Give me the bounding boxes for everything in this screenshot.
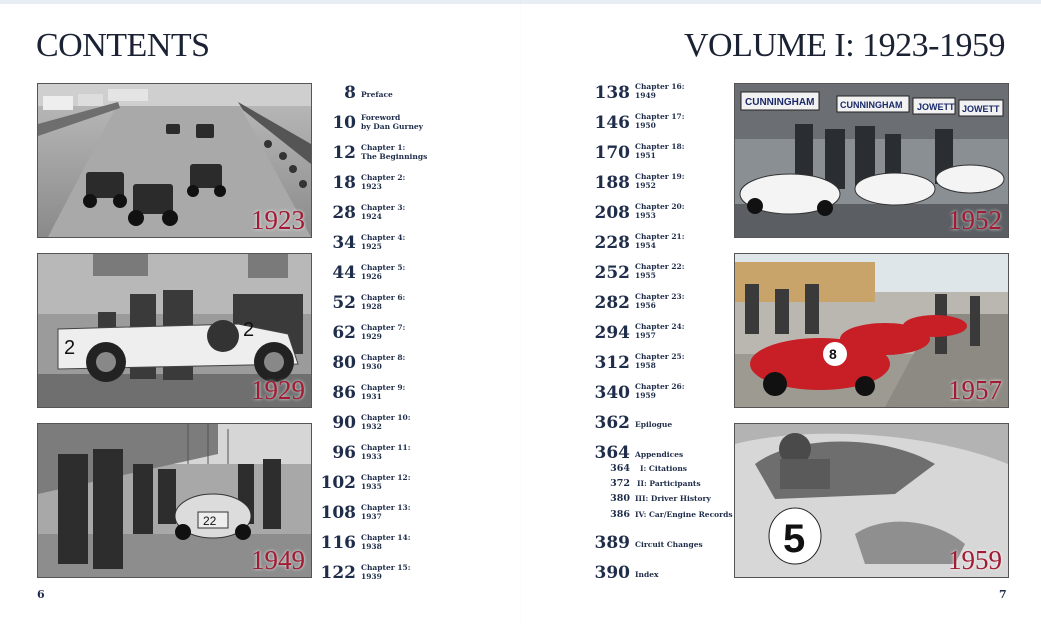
toc-page-number: 208 bbox=[594, 203, 630, 223]
toc-label: Chapter 1: The Beginnings bbox=[361, 143, 428, 161]
book-gutter bbox=[520, 0, 521, 624]
toc-label: Chapter 16: 1949 bbox=[635, 82, 685, 100]
toc-entry-chapter-20[interactable] bbox=[570, 202, 730, 224]
toc-entry-chapter-26[interactable] bbox=[570, 382, 730, 404]
toc-label: Foreword by Dan Gurney bbox=[361, 113, 424, 131]
toc-page-number: 90 bbox=[332, 413, 356, 433]
car-number-text: 2 bbox=[64, 337, 76, 359]
photo-year-caption: 1923 bbox=[251, 205, 305, 235]
toc-entry-preface[interactable] bbox=[300, 82, 460, 104]
photo-year-caption: 1949 bbox=[251, 545, 305, 575]
toc-label: Chapter 10: 1932 bbox=[361, 413, 411, 431]
toc-entry-chapter-8[interactable] bbox=[300, 352, 460, 374]
toc-page-number: 34 bbox=[332, 233, 356, 253]
photo-1952 bbox=[734, 83, 1009, 238]
toc-page-number: 312 bbox=[594, 353, 630, 373]
toc-label: Chapter 2: 1923 bbox=[361, 173, 406, 191]
toc-entry-chapter-21[interactable] bbox=[570, 232, 730, 254]
toc-entry-circuit-changes[interactable] bbox=[570, 532, 730, 554]
toc-page-number: 282 bbox=[594, 293, 630, 313]
toc-entry-chapter-23[interactable] bbox=[570, 292, 730, 314]
toc-label: Chapter 11: 1933 bbox=[361, 443, 411, 461]
toc-label: Index bbox=[635, 570, 659, 579]
photo-1929 bbox=[37, 253, 312, 408]
toc-page-number: 122 bbox=[320, 563, 356, 583]
toc-label: Chapter 14: 1938 bbox=[361, 533, 411, 551]
photo-1959 bbox=[734, 423, 1009, 578]
toc-page-number: 18 bbox=[332, 173, 356, 193]
toc-label: Chapter 6: 1928 bbox=[361, 293, 406, 311]
toc-page-number: 28 bbox=[332, 203, 356, 223]
toc-page-number: 362 bbox=[594, 413, 630, 433]
toc-page-number: 390 bbox=[594, 563, 630, 583]
toc-page-number: 8 bbox=[344, 83, 356, 103]
toc-label: Chapter 24: 1957 bbox=[635, 322, 685, 340]
toc-label: Chapter 17: 1950 bbox=[635, 112, 685, 130]
toc-entry-chapter-11[interactable] bbox=[300, 442, 460, 464]
toc-page-number: 252 bbox=[594, 263, 630, 283]
page-number-left: 6 bbox=[37, 588, 45, 601]
toc-page-number: 102 bbox=[320, 473, 356, 493]
toc-page-number: 44 bbox=[332, 263, 356, 283]
appendix-label: III: Driver History bbox=[635, 494, 711, 503]
toc-label: Chapter 8: 1930 bbox=[361, 353, 406, 371]
banner-text-3: JOWETT bbox=[917, 102, 955, 112]
toc-label: Chapter 25: 1958 bbox=[635, 352, 685, 370]
toc-page-number: 170 bbox=[594, 143, 630, 163]
toc-label: Appendices bbox=[635, 450, 684, 459]
toc-page-number: 96 bbox=[332, 443, 356, 463]
toc-entry-chapter-14[interactable] bbox=[300, 532, 460, 554]
toc-page-number: 294 bbox=[594, 323, 630, 343]
toc-page-number: 340 bbox=[594, 383, 630, 403]
photo-1949 bbox=[37, 423, 312, 578]
toc-entry-chapter-9[interactable] bbox=[300, 382, 460, 404]
toc-page-number: 138 bbox=[594, 83, 630, 103]
photo-1923 bbox=[37, 83, 312, 238]
toc-label: Chapter 7: 1929 bbox=[361, 323, 406, 341]
appendix-label: II: Participants bbox=[637, 479, 701, 488]
contents-title: CONTENTS bbox=[36, 27, 210, 64]
appendix-page-number: 386 bbox=[610, 509, 630, 520]
photo-year-caption: 1957 bbox=[948, 375, 1002, 405]
banner-text-1: CUNNINGHAM bbox=[745, 97, 815, 108]
photo-year-caption: 1959 bbox=[948, 545, 1002, 575]
toc-entry-epilogue[interactable] bbox=[570, 412, 730, 434]
toc-label: Epilogue bbox=[635, 420, 673, 429]
toc-entry-chapter-25[interactable] bbox=[570, 352, 730, 374]
toc-entry-chapter-5[interactable] bbox=[300, 262, 460, 284]
toc-label: Circuit Changes bbox=[635, 540, 703, 549]
toc-entry-chapter-15[interactable] bbox=[300, 562, 460, 584]
car-number-text-2: 2 bbox=[243, 319, 255, 341]
toc-page-number: 10 bbox=[332, 113, 356, 133]
banner-text-4: JOWETT bbox=[962, 104, 1000, 114]
toc-entry-chapter-2[interactable] bbox=[300, 172, 460, 194]
toc-entry-foreword[interactable] bbox=[300, 112, 460, 134]
toc-entry-chapter-22[interactable] bbox=[570, 262, 730, 284]
toc-page-number: 80 bbox=[332, 353, 356, 373]
toc-entry-index[interactable] bbox=[570, 562, 730, 584]
toc-label: Chapter 26: 1959 bbox=[635, 382, 685, 400]
toc-label: Chapter 22: 1955 bbox=[635, 262, 685, 280]
toc-label: Chapter 23: 1956 bbox=[635, 292, 685, 310]
toc-label: Chapter 18: 1951 bbox=[635, 142, 685, 160]
toc-entry-chapter-6[interactable] bbox=[300, 292, 460, 314]
toc-label: Preface bbox=[361, 90, 393, 99]
banner-text-2: CUNNINGHAM bbox=[840, 100, 903, 110]
appendix-page-number: 364 bbox=[610, 463, 630, 474]
toc-entry-chapter-10[interactable] bbox=[300, 412, 460, 434]
toc-page-number: 86 bbox=[332, 383, 356, 403]
appendix-label: I: Citations bbox=[640, 464, 688, 473]
toc-entry-chapter-17[interactable] bbox=[570, 112, 730, 134]
page-number-right: 7 bbox=[999, 588, 1007, 601]
toc-page-number: 108 bbox=[320, 503, 356, 523]
toc-entry-chapter-7[interactable] bbox=[300, 322, 460, 344]
toc-label: Chapter 12: 1935 bbox=[361, 473, 411, 491]
toc-page-number: 389 bbox=[594, 533, 630, 553]
toc-page-number: 52 bbox=[332, 293, 356, 313]
toc-entry-chapter-4[interactable] bbox=[300, 232, 460, 254]
toc-entry-chapter-24[interactable] bbox=[570, 322, 730, 344]
appendix-label: IV: Car/Engine Records bbox=[635, 510, 733, 519]
toc-entry-chapter-16[interactable] bbox=[570, 82, 730, 104]
photo-1957 bbox=[734, 253, 1009, 408]
car-number-text: 8 bbox=[829, 346, 837, 362]
toc-entry-appendices[interactable] bbox=[570, 442, 730, 464]
toc-label: Chapter 13: 1937 bbox=[361, 503, 411, 521]
toc-page-number: 12 bbox=[332, 143, 356, 163]
toc-label: Chapter 21: 1954 bbox=[635, 232, 685, 250]
car-number-text: 5 bbox=[783, 517, 806, 561]
toc-entry-chapter-3[interactable] bbox=[300, 202, 460, 224]
toc-label: Chapter 5: 1926 bbox=[361, 263, 406, 281]
toc-page-number: 228 bbox=[594, 233, 630, 253]
toc-label: Chapter 3: 1924 bbox=[361, 203, 406, 221]
toc-page-number: 116 bbox=[320, 533, 356, 553]
volume-title: VOLUME I: 1923-1959 bbox=[683, 27, 1005, 64]
appendix-page-number: 380 bbox=[610, 493, 630, 504]
toc-page-number: 188 bbox=[594, 173, 630, 193]
photo-year-caption: 1929 bbox=[251, 375, 305, 405]
toc-label: Chapter 9: 1931 bbox=[361, 383, 406, 401]
appendix-page-number: 372 bbox=[610, 478, 630, 489]
toc-label: Chapter 20: 1953 bbox=[635, 202, 685, 220]
photo-year-caption: 1952 bbox=[948, 205, 1002, 235]
toc-entry-chapter-1[interactable] bbox=[300, 142, 460, 164]
toc-entry-chapter-19[interactable] bbox=[570, 172, 730, 194]
toc-page-number: 62 bbox=[332, 323, 356, 343]
toc-page-number: 146 bbox=[594, 113, 630, 133]
toc-label: Chapter 19: 1952 bbox=[635, 172, 685, 190]
toc-entry-chapter-12[interactable] bbox=[300, 472, 460, 494]
toc-page-number: 364 bbox=[594, 443, 630, 463]
car-number-text: 22 bbox=[203, 514, 217, 528]
toc-label: Chapter 15: 1939 bbox=[361, 563, 411, 581]
toc-entry-chapter-13[interactable] bbox=[300, 502, 460, 524]
toc-entry-chapter-18[interactable] bbox=[570, 142, 730, 164]
toc-label: Chapter 4: 1925 bbox=[361, 233, 406, 251]
